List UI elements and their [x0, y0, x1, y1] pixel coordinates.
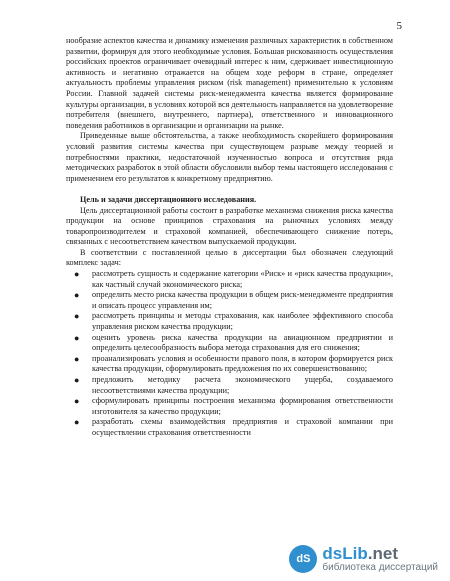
dslib-logo-icon: dS: [289, 545, 317, 573]
paragraph-tasks-intro: В соответствии с поставленной целью в диссертации был обозначен следующий комплекс задач:: [66, 247, 393, 268]
bullet-icon: ●: [74, 311, 80, 322]
bullet-icon: ●: [74, 396, 80, 407]
list-item: [66, 311, 393, 332]
watermark-site-suffix: .net: [367, 543, 398, 563]
bullet-icon: ●: [74, 332, 80, 343]
list-item-text: оценить уровень риска качества продукции на авиационном предприятии и определить целесообразность выбора метода страхования для его снижения;: [92, 332, 393, 353]
page-number: 5: [396, 20, 402, 32]
bullet-icon: ●: [74, 290, 80, 301]
list-item: [66, 417, 393, 438]
list-item-text: сформулировать принципы построения механизма формирования ответственности изготовителя за качество продукции;: [92, 396, 393, 416]
list-item-text: рассмотреть принципы и методы страхования, как наиболее эффективного способа управления риском качества продукции;: [92, 311, 393, 332]
list-item: [66, 333, 393, 354]
bullet-icon: ●: [74, 353, 80, 364]
bullet-icon: ●: [74, 417, 80, 428]
section-heading: Цель и задачи диссертационного исследования.: [80, 194, 257, 204]
list-item-text: проанализировать условия и особенности правого поля, в котором формируется риск качества продукции, сформулировать предложения по их совершенствованию;: [92, 353, 393, 374]
bullet-icon: ●: [74, 375, 80, 385]
list-item: [66, 375, 393, 396]
paragraph-intro: нообразие аспектов качества и динамику изменения различных характеристик в собственном развитии, формируя для этого необходимые условия. Большая рискованность осуществления российских проектов ограничивает очевидный интерес к ним, сдерживает инвестиционную активность и негативно отражается на общем ходе реформ в стране, определяет актуальность проблемы управления риском (risk management) применительно к условиям России. Главной задачей системы риск-менеджмента качества является формирование культуры организации, в условиях которой вся деятельность направляется на удовлетворение потребителя (внешнего, внутреннего, партнера), ответственного и инновационного поведения работников в организации и организации на рынке.: [66, 36, 393, 130]
list-item: [66, 396, 393, 417]
list-item-text: определить место риска качества продукции в общем риск-менеджменте предприятия и описать процесс управления им;: [92, 290, 393, 310]
list-item: [66, 290, 393, 311]
paragraph-goal: Цель диссертационной работы состоит в разработке механизма снижения риска качества продукции на основе принципов страхования на рыночных условиях между товаропроизводителем и страховой компанией, обеспечивающего снижение потерь, связанных с несоответствием качеством выпускаемой продукции.: [66, 205, 393, 247]
list-item-text: предложить методику расчета экономического ущерба, создаваемого несоответствиями качества продукции;: [92, 375, 393, 395]
document-body: [66, 36, 393, 439]
watermark-text: [322, 545, 438, 573]
watermark-subtitle: библиотека диссертаций: [322, 561, 438, 573]
list-item-text: разработать схемы взаимодействия предприятия и страховой компании при осуществлении страхования ответственности: [92, 417, 393, 437]
watermark-site: [322, 545, 438, 563]
list-item-text: рассмотреть сущность и содержание категории «Риск» и «риск качества продукции», как частный случай экономического риска;: [92, 269, 393, 289]
watermark[interactable]: [285, 543, 442, 575]
paragraph-rationale: Приведенные выше обстоятельства, а также необходимость скорейшего формирования условий развития системы качества при существующем разрыве между теорией и потребностями практики, недостаточной изученностью вопроса и отсутствия ряда методических разработок в этой области обусловили выбор темы настоящего исследования с применением его результатов к конкретному предприятию.: [66, 131, 393, 183]
bullet-icon: ●: [74, 269, 80, 280]
list-item: [66, 269, 393, 290]
watermark-site-prefix: dsLib: [322, 543, 368, 563]
task-list: [66, 269, 393, 439]
list-item: [66, 354, 393, 375]
